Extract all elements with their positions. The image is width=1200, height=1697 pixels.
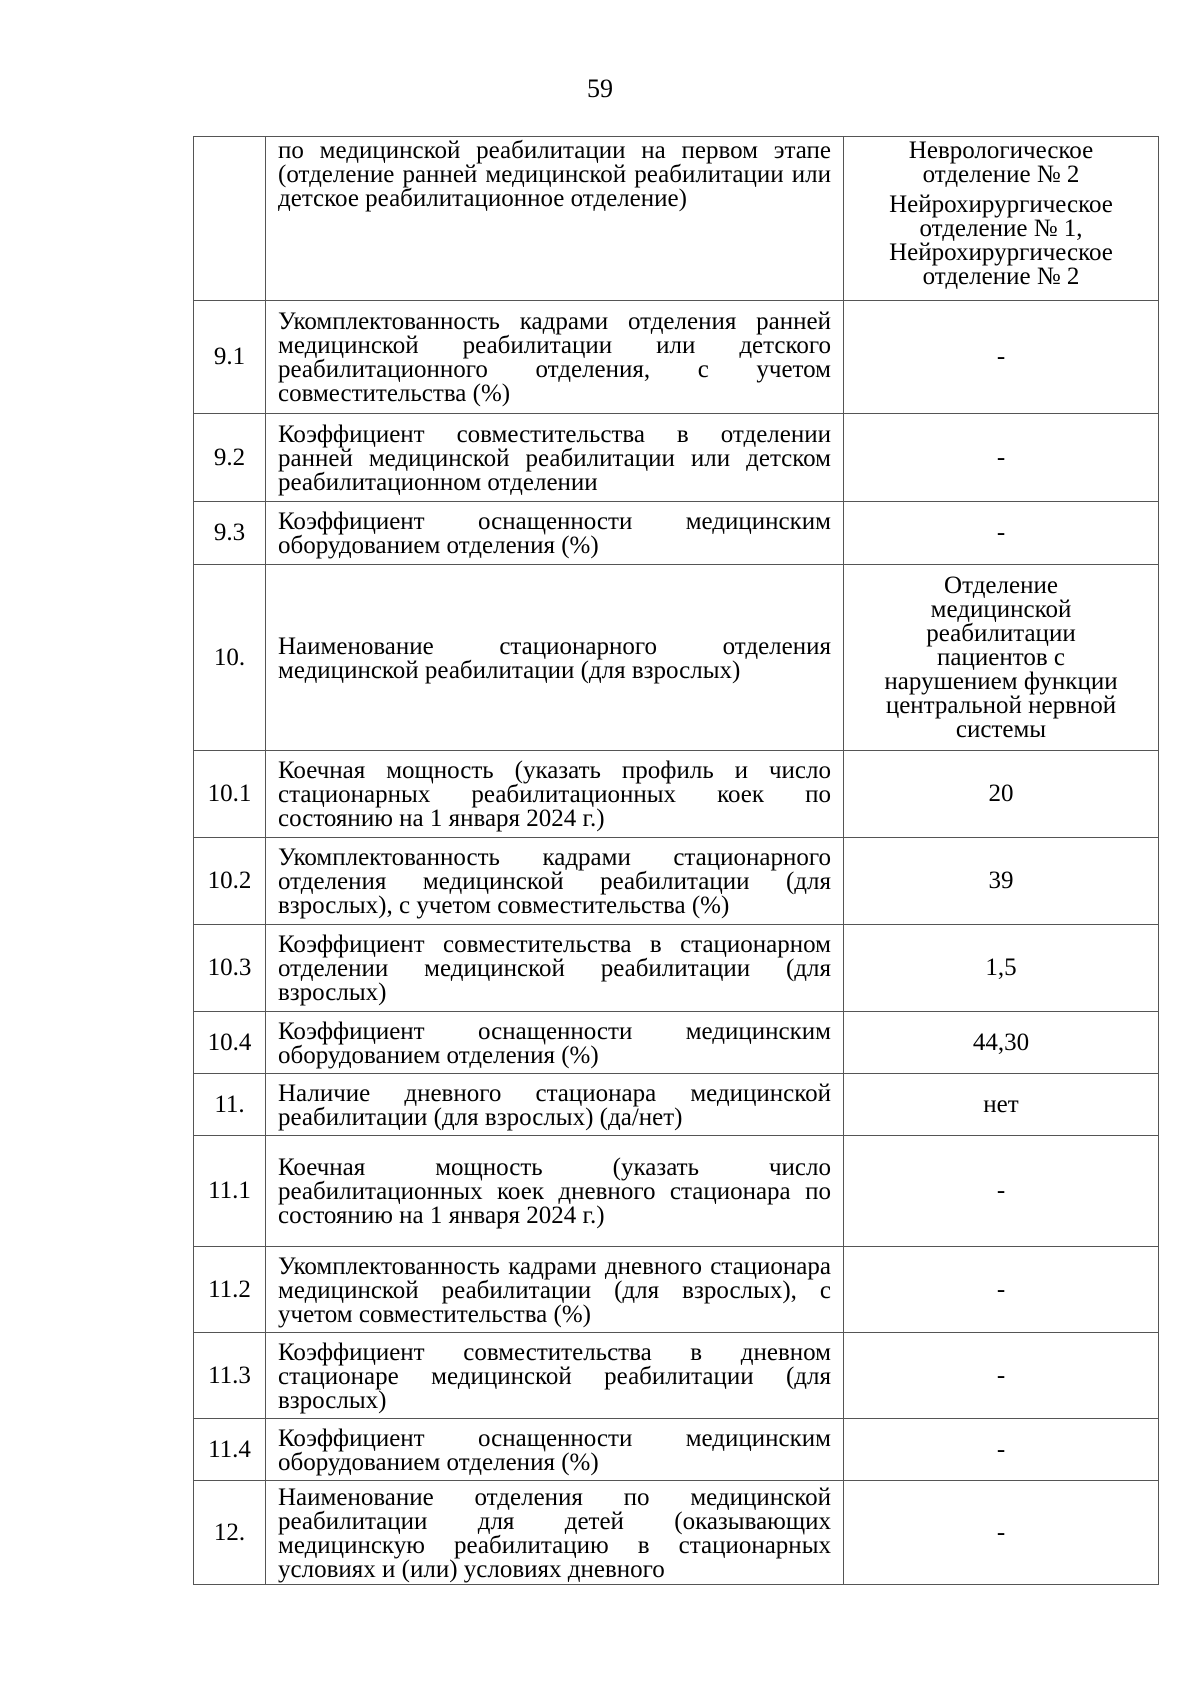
row-value: 20 xyxy=(844,751,1159,838)
table-row xyxy=(194,301,1159,414)
row-value: - xyxy=(844,1419,1159,1481)
row-number: 10.4 xyxy=(194,1012,266,1074)
row-value: 39 xyxy=(844,838,1159,925)
row-number: 9.3 xyxy=(194,502,266,565)
row-description: Коечная мощность (указать профиль и число стационарных реабилитационных коек по состоянию на 1 января 2024 г.) xyxy=(266,751,844,838)
value-line: пациентов с xyxy=(937,643,1065,671)
row-description: Наименование стационарного отделения медицинской реабилитации (для взрослых) xyxy=(266,565,844,751)
row-description: Коэффициент оснащенности медицинским оборудованием отделения (%) xyxy=(266,502,844,565)
row-description: Наличие дневного стационара медицинской реабилитации (для взрослых) (да/нет) xyxy=(266,1074,844,1136)
table-row xyxy=(194,925,1159,1012)
page-number: 59 xyxy=(587,74,613,103)
row-value xyxy=(844,137,1159,301)
row-description: Коэффициент совместительства в дневном стационаре медицинской реабилитации (для взрослых) xyxy=(266,1333,844,1419)
row-value: - xyxy=(844,1333,1159,1419)
row-value: - xyxy=(844,1481,1159,1585)
row-value: 44,30 xyxy=(844,1012,1159,1074)
table-row xyxy=(194,1247,1159,1333)
table-row xyxy=(194,838,1159,925)
table-row xyxy=(194,565,1159,751)
row-number: 11.1 xyxy=(194,1136,266,1247)
table-row xyxy=(194,1333,1159,1419)
row-value xyxy=(844,565,1159,751)
row-description: Укомплектованность кадрами стационарного отделения медицинской реабилитации (для взрослых), с учетом совместительства (%) xyxy=(266,838,844,925)
value-line: реабилитации xyxy=(926,619,1076,647)
row-value: нет xyxy=(844,1074,1159,1136)
value-line: Неврологическое xyxy=(908,137,1094,164)
table-row xyxy=(194,1012,1159,1074)
table-row xyxy=(194,137,1159,301)
value-line: системы xyxy=(955,715,1047,743)
value-line: нарушением функции xyxy=(884,667,1118,695)
value-line: Отделение xyxy=(944,571,1058,599)
row-value: 1,5 xyxy=(844,925,1159,1012)
value-line: отделение № 2 xyxy=(922,161,1080,188)
row-description: Коечная мощность (указать число реабилитационных коек дневного стационара по состоянию на 1 января 2024 г.) xyxy=(266,1136,844,1247)
value-line: Нейрохирургическое xyxy=(889,239,1113,266)
row-description: по медицинской реабилитации на первом этапе (отделение ранней медицинской реабилитации или детское реабилитационное отделение) xyxy=(266,137,844,301)
row-description: Укомплектованность кадрами отделения ранней медицинской реабилитации или детского реабилитационного отделения, с учетом совместительства (%) xyxy=(266,301,844,414)
row-number: 10.1 xyxy=(194,751,266,838)
row-value: - xyxy=(844,414,1159,502)
table-row xyxy=(194,1481,1159,1585)
row-number xyxy=(194,137,266,301)
indicators-table xyxy=(193,136,1159,1585)
table-row xyxy=(194,751,1159,838)
row-number: 10.2 xyxy=(194,838,266,925)
value-line: центральной нервной xyxy=(885,691,1117,719)
row-number: 10.3 xyxy=(194,925,266,1012)
value-line: Нейрохирургическое xyxy=(889,191,1113,218)
row-number: 12. xyxy=(194,1481,266,1585)
row-description: Коэффициент оснащенности медицинским оборудованием отделения (%) xyxy=(266,1419,844,1481)
row-number: 9.2 xyxy=(194,414,266,502)
row-number: 11.3 xyxy=(194,1333,266,1419)
table-row xyxy=(194,502,1159,565)
row-value: - xyxy=(844,1136,1159,1247)
table-row xyxy=(194,1136,1159,1247)
table-row xyxy=(194,1419,1159,1481)
value-line: отделение № 1, xyxy=(919,215,1083,242)
table-row xyxy=(194,1074,1159,1136)
row-description: Коэффициент оснащенности медицинским оборудованием отделения (%) xyxy=(266,1012,844,1074)
row-value: - xyxy=(844,1247,1159,1333)
value-line: медицинской xyxy=(930,595,1072,623)
table-row xyxy=(194,414,1159,502)
row-description: Наименование отделения по медицинской реабилитации для детей (оказывающих медицинскую реабилитацию в стационарных условиях и (или) условиях дневного xyxy=(266,1481,844,1585)
row-description: Коэффициент совместительства в отделении ранней медицинской реабилитации или детском реабилитационном отделении xyxy=(266,414,844,502)
row-number: 11. xyxy=(194,1074,266,1136)
row-value: - xyxy=(844,301,1159,414)
value-line: отделение № 2 xyxy=(922,263,1080,290)
row-number: 11.4 xyxy=(194,1419,266,1481)
row-description: Коэффициент совместительства в стационарном отделении медицинской реабилитации (для взрослых) xyxy=(266,925,844,1012)
row-value: - xyxy=(844,502,1159,565)
row-number: 10. xyxy=(194,565,266,751)
row-description: Укомплектованность кадрами дневного стационара медицинской реабилитации (для взрослых), с учетом совместительства (%) xyxy=(266,1247,844,1333)
row-number: 11.2 xyxy=(194,1247,266,1333)
row-number: 9.1 xyxy=(194,301,266,414)
